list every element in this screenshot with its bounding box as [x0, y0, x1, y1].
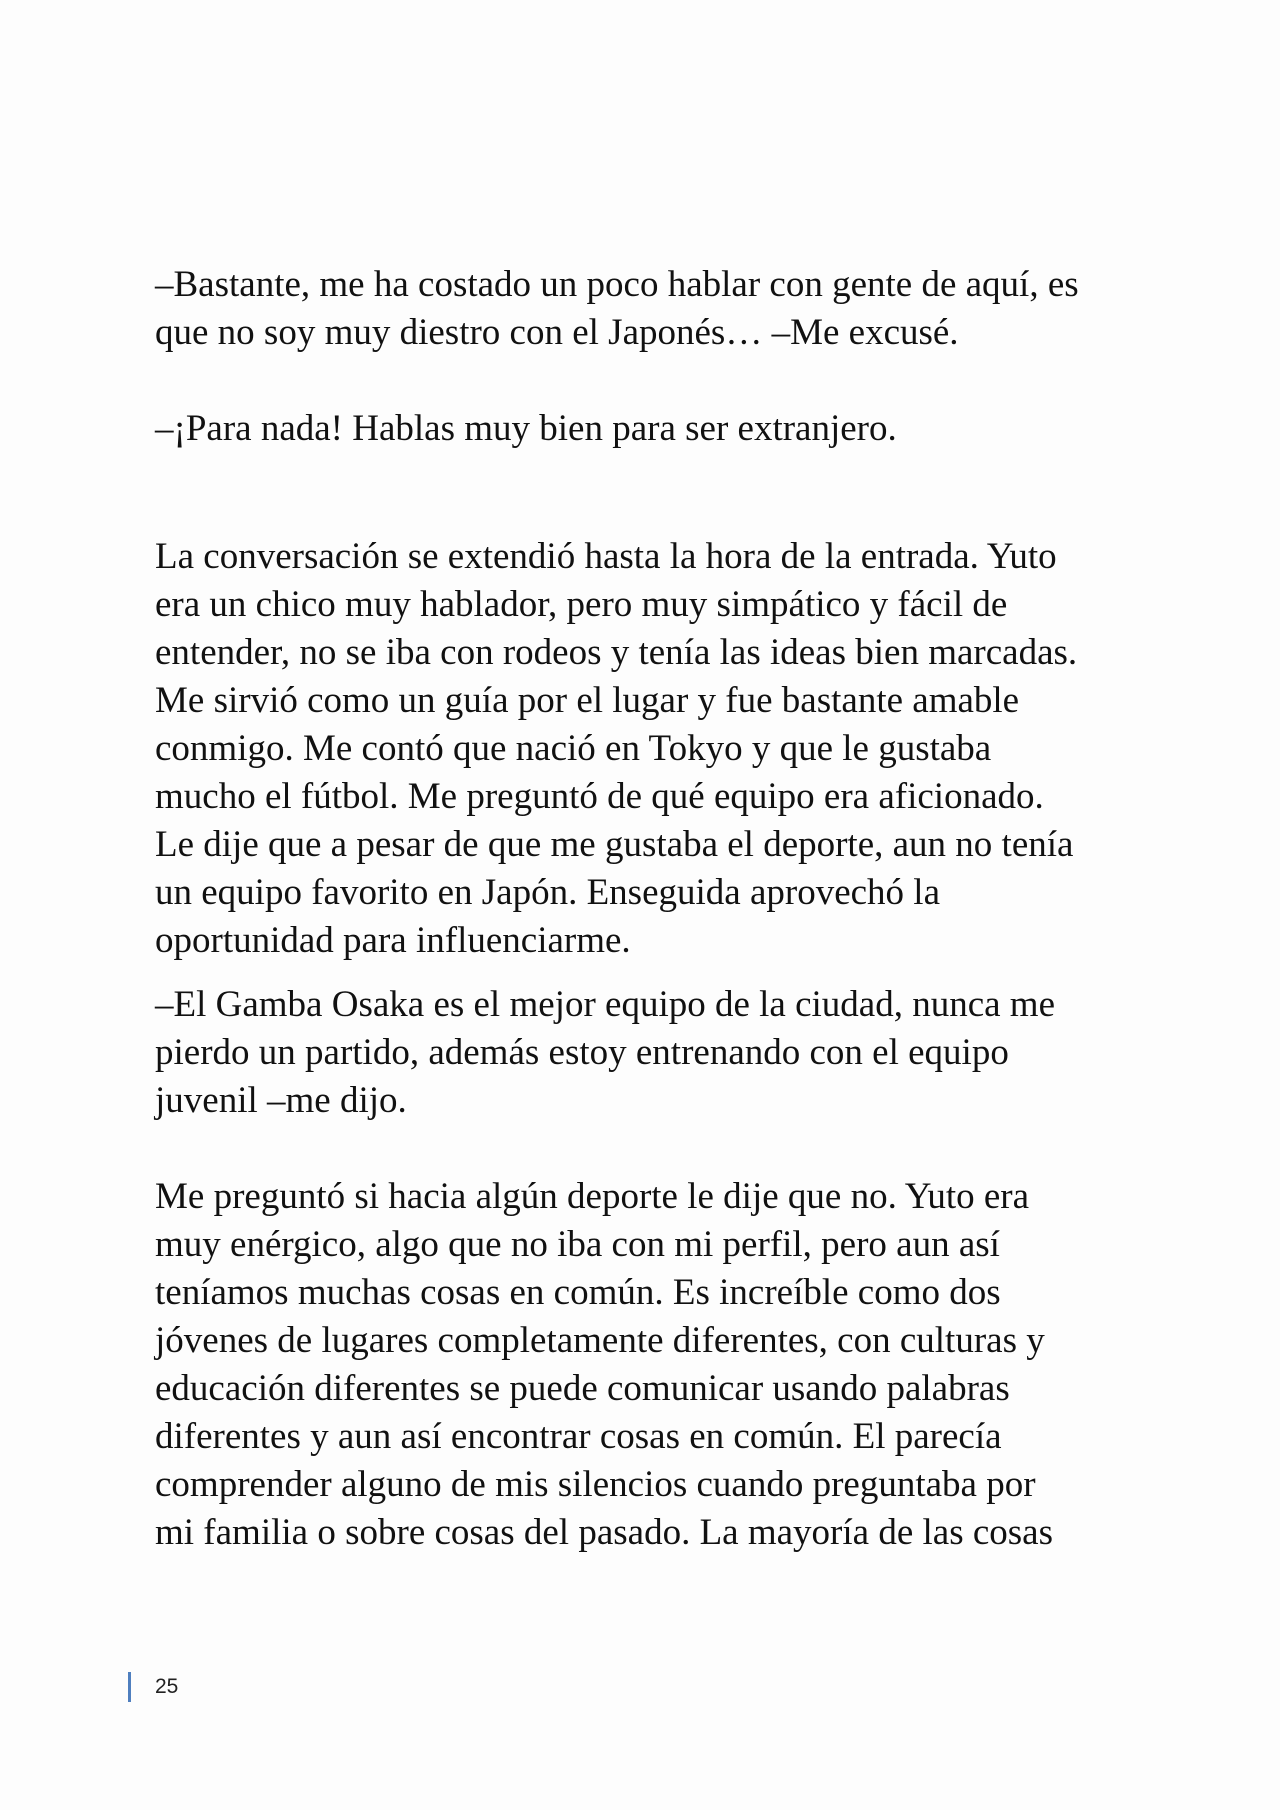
text-line: –¡Para nada! Hablas muy bien para ser extranjero.	[155, 408, 897, 449]
paragraph-dialogue-1	[155, 261, 1135, 357]
text-line: La conversación se extendió hasta la hora de la entrada. Yuto	[155, 536, 1057, 577]
text-line: –Bastante, me ha costado un poco hablar con gente de aquí, es	[155, 264, 1079, 305]
text-line: entender, no se iba con rodeos y tenía las ideas bien marcadas.	[155, 632, 1078, 673]
text-line: –El Gamba Osaka es el mejor equipo de la ciudad, nunca me	[155, 984, 1056, 1025]
text-line: que no soy muy diestro con el Japonés… –Me excusé.	[155, 312, 959, 353]
text-line: era un chico muy hablador, pero muy simpático y fácil de	[155, 584, 1008, 625]
text-line: oportunidad para influenciarme.	[155, 920, 631, 961]
text-line: educación diferentes se puede comunicar usando palabras	[155, 1368, 1010, 1409]
paragraph-narration-2	[155, 1173, 1135, 1557]
text-line: Me sirvió como un guía por el lugar y fue bastante amable	[155, 680, 1020, 721]
text-line: pierdo un partido, además estoy entrenando con el equipo	[155, 1032, 1009, 1073]
page-number: 25	[155, 1675, 179, 1698]
paragraph-dialogue-3	[155, 981, 1135, 1125]
text-line: mucho el fútbol. Me preguntó de qué equipo era aficionado.	[155, 776, 1044, 817]
text-line: jóvenes de lugares completamente diferentes, con culturas y	[155, 1320, 1045, 1361]
text-line: mi familia o sobre cosas del pasado. La mayoría de las cosas	[155, 1512, 1053, 1553]
text-line: conmigo. Me contó que nació en Tokyo y que le gustaba	[155, 728, 992, 769]
text-line: juvenil –me dijo.	[155, 1080, 407, 1121]
paragraph-dialogue-2	[155, 405, 1135, 453]
text-line: Le dije que a pesar de que me gustaba el deporte, aun no tenía	[155, 824, 1074, 865]
footer-accent-bar	[128, 1672, 131, 1702]
text-line: comprender alguno de mis silencios cuando preguntaba por	[155, 1464, 1036, 1505]
text-line: Me preguntó si hacia algún deporte le dije que no. Yuto era	[155, 1176, 1030, 1217]
text-line: muy enérgico, algo que no iba con mi perfil, pero aun así	[155, 1224, 1000, 1265]
paragraph-narration-1	[155, 533, 1135, 965]
page-footer	[128, 1672, 178, 1702]
body-text	[155, 261, 1135, 1557]
text-line: un equipo favorito en Japón. Enseguida aprovechó la	[155, 872, 940, 913]
text-line: teníamos muchas cosas en común. Es increíble como dos	[155, 1272, 1001, 1313]
text-line: diferentes y aun así encontrar cosas en común. El parecía	[155, 1416, 1002, 1457]
